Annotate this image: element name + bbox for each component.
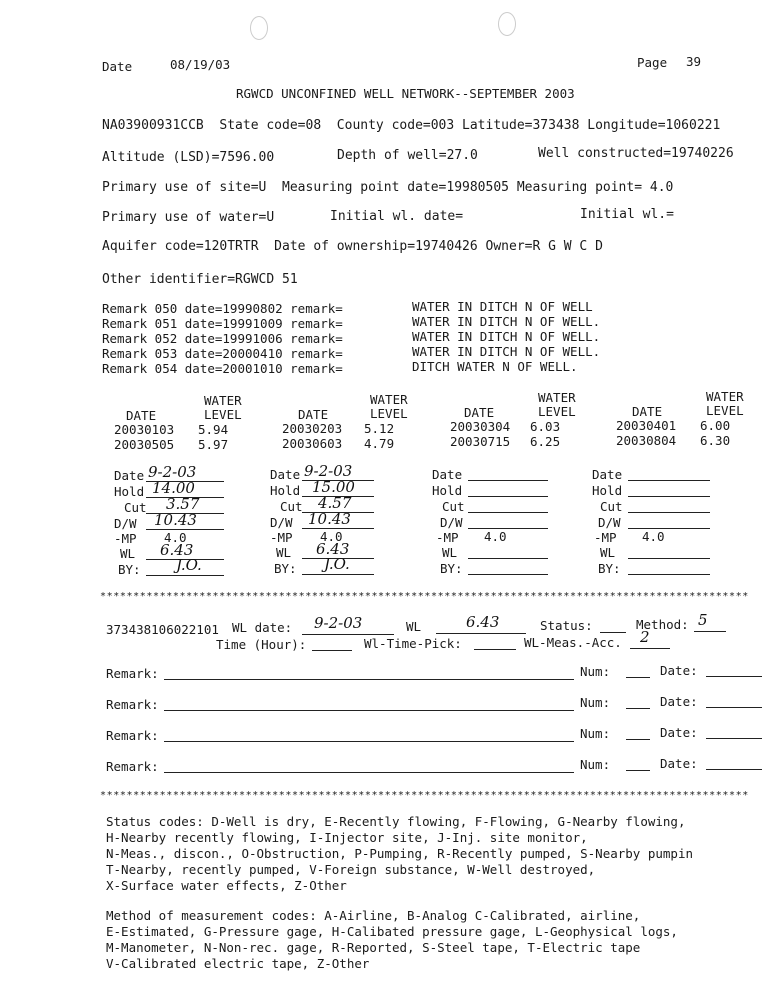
field-line [302, 574, 374, 575]
separator-line: ************************************************************************************************** [100, 790, 749, 801]
field-hold-value: 14.00 [152, 479, 195, 497]
remark-value: WATER IN DITCH N OF WELL. [412, 344, 601, 359]
num-field[interactable] [626, 770, 650, 771]
field-line [628, 574, 710, 575]
field-cut-value: 3.57 [166, 495, 200, 513]
well-constructed-text: Well constructed=19740226 [538, 146, 734, 161]
table-cell: 20030603 [282, 436, 343, 451]
primary-use-water: Primary use of water=U [102, 210, 275, 225]
col-header-water: WATER [370, 392, 408, 407]
num-label: Num: [580, 695, 611, 710]
field-label-cut: Cut [442, 499, 465, 514]
field-line [468, 480, 548, 481]
col-header-water: WATER [706, 389, 744, 404]
field-label-hold: Hold [270, 483, 301, 498]
field-label-by: BY: [118, 562, 141, 577]
field-label-mp: -MP [594, 530, 617, 545]
initial-wl: Initial wl.= [580, 207, 674, 222]
status-code-line: N-Meas., discon., O-Obstruction, P-Pumping, R-Recently pumped, S-Nearby pumpin [106, 846, 693, 861]
method-label: Method: [636, 617, 689, 632]
wl-value: 6.43 [466, 613, 500, 631]
field-label-dw: D/W [114, 516, 137, 531]
table-cell: 4.79 [364, 436, 395, 451]
remark-line: Remark 053 date=20000410 remark= [102, 346, 343, 361]
punch-hole-left [250, 16, 268, 40]
method-field[interactable] [694, 631, 726, 632]
altitude-text: Altitude (LSD)=7596.00 [102, 150, 275, 165]
remark-label: Remark: [106, 697, 159, 712]
field-hold-value: 15.00 [312, 478, 355, 496]
table-cell: 6.03 [530, 419, 561, 434]
wl-time-pick-label: Wl-Time-Pick: [364, 636, 462, 651]
date-label: Date: [660, 725, 698, 740]
status-code-line: T-Nearby, recently pumped, V-Foreign substance, W-Well destroyed, [106, 862, 596, 877]
col-header-date: DATE [632, 404, 663, 419]
remark-field[interactable] [164, 741, 574, 742]
other-identifier: Other identifier=RGWCD 51 [102, 272, 298, 287]
field-wl-value: 6.43 [316, 540, 350, 558]
field-mp-value: 4.0 [484, 529, 507, 544]
col-header-date: DATE [464, 405, 495, 420]
table-cell: 20030103 [114, 422, 175, 437]
table-cell: 6.25 [530, 434, 561, 449]
table-cell: 5.97 [198, 437, 229, 452]
col-header-level: LEVEL [538, 404, 576, 419]
table-cell: 20030304 [450, 419, 511, 434]
wl-field[interactable] [436, 633, 526, 634]
field-label-cut: Cut [600, 499, 623, 514]
num-label: Num: [580, 726, 611, 741]
table-cell: 5.94 [198, 422, 229, 437]
remark-value: WATER IN DITCH N OF WELL [412, 299, 593, 314]
wl-date-value: 9-2-03 [314, 614, 363, 632]
field-mp-value: 4.0 [320, 529, 343, 544]
col-header-date: DATE [298, 407, 329, 422]
field-line [468, 574, 548, 575]
field-label-wl: WL [276, 545, 292, 560]
wl-label: WL [406, 619, 422, 634]
field-line [628, 558, 710, 559]
field-mp-value: 4.0 [164, 530, 187, 545]
method-code-line: V-Calibrated electric tape, Z-Other [106, 956, 370, 971]
method-value: 5 [698, 611, 708, 629]
remark-label: Remark: [106, 728, 159, 743]
separator-line: ************************************************************************************************** [100, 591, 749, 602]
remark-field[interactable] [164, 710, 574, 711]
field-label-hold: Hold [432, 483, 463, 498]
wl-meas-acc-value: 2 [640, 628, 650, 646]
col-header-level: LEVEL [706, 403, 744, 418]
table-cell: 6.30 [700, 433, 731, 448]
date-field[interactable] [706, 707, 762, 708]
field-label-mp: -MP [270, 530, 293, 545]
field-label-date: Date [592, 467, 623, 482]
remark-value: DITCH WATER N OF WELL. [412, 359, 578, 374]
status-code-line: H-Nearby recently flowing, I-Injector site, J-Inj. site monitor, [106, 830, 588, 845]
status-code-line: Status codes: D-Well is dry, E-Recently flowing, F-Flowing, G-Nearby flowing, [106, 814, 686, 829]
remark-line: Remark 051 date=19991009 remark= [102, 316, 343, 331]
field-by-signature: J.O. [176, 556, 202, 574]
field-mp-value: 4.0 [642, 529, 665, 544]
num-label: Num: [580, 664, 611, 679]
punch-hole-right [498, 12, 516, 36]
field-line [628, 512, 710, 513]
field-line [468, 512, 548, 513]
num-label: Num: [580, 757, 611, 772]
field-line [468, 558, 548, 559]
field-label-dw: D/W [440, 515, 463, 530]
wl-date-field[interactable] [302, 634, 394, 635]
header-page-label: Page [637, 55, 668, 70]
aquifer-line: Aquifer code=120TRTR Date of ownership=19740426 Owner=R G W C D [102, 239, 603, 254]
table-cell: 20030401 [616, 418, 677, 433]
field-label-mp: -MP [114, 531, 137, 546]
field-line [628, 496, 710, 497]
field-label-by: BY: [274, 561, 297, 576]
remark-line: Remark 050 date=19990802 remark= [102, 301, 343, 316]
date-label: Date: [660, 756, 698, 771]
table-cell: 20030715 [450, 434, 511, 449]
method-code-line: M-Manometer, N-Non-rec. gage, R-Reported, S-Steel tape, T-Electric tape [106, 940, 641, 955]
date-label: Date: [660, 663, 698, 678]
field-label-wl: WL [120, 546, 136, 561]
field-label-wl: WL [442, 545, 458, 560]
field-label-date: Date [432, 467, 463, 482]
date-label: Date: [660, 694, 698, 709]
wl-meas-acc-label: WL-Meas.-Acc. [524, 635, 622, 650]
remark-label: Remark: [106, 759, 159, 774]
table-cell: 6.00 [700, 418, 731, 433]
header-date: 08/19/03 [170, 57, 231, 72]
field-line [146, 575, 224, 576]
col-header-level: LEVEL [370, 406, 408, 421]
wl-time-pick-field[interactable] [474, 649, 516, 650]
field-dw-value: 10.43 [308, 510, 351, 528]
header-date-label: Date [102, 59, 133, 74]
field-label-hold: Hold [114, 484, 145, 499]
col-header-water: WATER [538, 390, 576, 405]
field-label-hold: Hold [592, 483, 623, 498]
field-label-date: Date [270, 467, 301, 482]
method-code-line: Method of measurement codes: A-Airline, B-Analog C-Calibrated, airline, [106, 908, 641, 923]
site-line-1: NA03900931CCB State code=08 County code=003 Latitude=373438 Longitude=1060221 [102, 118, 721, 133]
num-field[interactable] [626, 708, 650, 709]
remark-label: Remark: [106, 666, 159, 681]
col-header-level: LEVEL [204, 407, 242, 422]
status-code-line: X-Surface water effects, Z-Other [106, 878, 347, 893]
table-cell: 20030804 [616, 433, 677, 448]
remark-line: Remark 052 date=19991006 remark= [102, 331, 343, 346]
remark-value: WATER IN DITCH N OF WELL. [412, 314, 601, 329]
status-field[interactable] [600, 632, 626, 633]
field-cut-value: 4.57 [318, 494, 352, 512]
wl-meas-acc-field[interactable] [630, 648, 670, 649]
time-field[interactable] [312, 650, 352, 651]
num-field[interactable] [626, 677, 650, 678]
table-cell: 20030203 [282, 421, 343, 436]
field-label-cut: Cut [280, 499, 303, 514]
status-label: Status: [540, 618, 593, 633]
time-label: Time (Hour): [216, 637, 307, 652]
wl-date-label: WL date: [232, 620, 293, 635]
field-line [468, 496, 548, 497]
field-label-wl: WL [600, 545, 616, 560]
field-line [468, 528, 548, 529]
field-dw-value: 10.43 [154, 511, 197, 529]
field-label-by: BY: [598, 561, 621, 576]
page-title: RGWCD UNCONFINED WELL NETWORK--SEPTEMBER 2003 [236, 86, 575, 101]
field-label-dw: D/W [598, 515, 621, 530]
col-header-water: WATER [204, 393, 242, 408]
method-code-line: E-Estimated, G-Pressure gage, H-Calibated pressure gage, L-Geophysical logs, [106, 924, 678, 939]
date-field[interactable] [706, 769, 762, 770]
field-by-signature: J.O. [324, 555, 350, 573]
remark-field[interactable] [164, 772, 574, 773]
remark-value: WATER IN DITCH N OF WELL. [412, 329, 601, 344]
field-date-value: 9-2-03 [304, 462, 353, 480]
remark-field[interactable] [164, 679, 574, 680]
field-label-date: Date [114, 468, 145, 483]
initial-wl-date: Initial wl. date= [330, 209, 464, 224]
field-date-value: 9-2-03 [148, 463, 197, 481]
depth-text: Depth of well=27.0 [337, 148, 478, 163]
col-header-date: DATE [126, 408, 157, 423]
num-field[interactable] [626, 739, 650, 740]
date-field[interactable] [706, 676, 762, 677]
site-line-3: Primary use of site=U Measuring point date=19980505 Measuring point= 4.0 [102, 180, 674, 195]
table-cell: 5.12 [364, 421, 395, 436]
field-label-mp: -MP [436, 530, 459, 545]
field-label-by: BY: [440, 561, 463, 576]
field-wl-value: 6.43 [160, 541, 194, 559]
site-id: 373438106022101 [106, 622, 219, 637]
table-cell: 20030505 [114, 437, 175, 452]
field-line [628, 528, 710, 529]
remark-line: Remark 054 date=20001010 remark= [102, 361, 343, 376]
field-label-cut: Cut [124, 500, 147, 515]
field-line [628, 480, 710, 481]
field-label-dw: D/W [270, 515, 293, 530]
header-page-number: 39 [686, 54, 702, 69]
date-field[interactable] [706, 738, 762, 739]
